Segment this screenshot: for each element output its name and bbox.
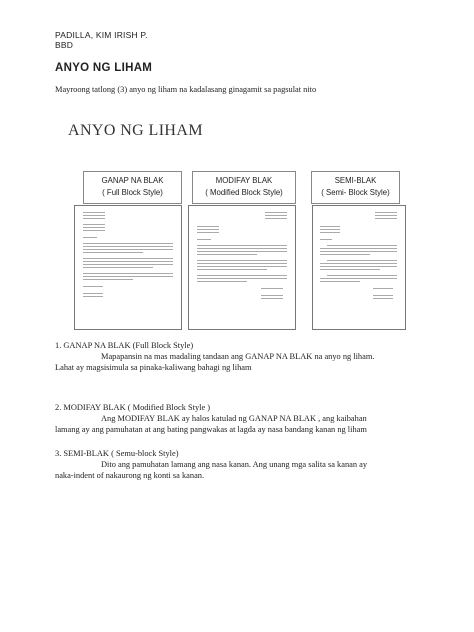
section-text: Lahat ay magsisimula sa pinaka-kaliwang bahagi ng liham xyxy=(55,363,252,372)
label-full-block xyxy=(83,171,182,204)
section-text: Ang MODIFAY BLAK ay halos katulad ng GANAP NA BLAK , ang kaibahan xyxy=(101,414,367,423)
figure-title: ANYO NG LIHAM xyxy=(68,122,203,139)
author-name: PADILLA, KIM IRISH P. xyxy=(55,30,148,40)
section-heading: 1. GANAP NA BLAK (Full Block Style) xyxy=(55,341,194,350)
author-section: BBD xyxy=(55,40,74,50)
section-text: lamang ay ang pamuhatan at ang bating pangwakas at lagda ay nasa bandang kanan ng liham xyxy=(55,425,367,434)
section-semi-block xyxy=(55,448,367,481)
section-text: naka-indent of nakaurong ng konti sa kanan. xyxy=(55,471,205,480)
author-block xyxy=(55,30,148,50)
section-heading: 3. SEMI-BLAK ( Semu-block Style) xyxy=(55,449,179,458)
label-full-block-sub: ( Full Block Style) xyxy=(102,188,163,197)
semi-block-page xyxy=(312,205,406,330)
intro-text: Mayroong tatlong (3) anyo ng liham na kadalasang ginagamit sa pagsulat nito xyxy=(55,85,317,94)
modified-block-page xyxy=(188,205,296,330)
section-full-block xyxy=(55,340,374,373)
label-semi-block xyxy=(311,171,400,204)
label-full-block-name: GANAP NA BLAK xyxy=(101,176,164,185)
section-text: Dito ang pamuhatan lamang ang nasa kanan. Ang unang mga salita sa kanan ay xyxy=(101,460,368,469)
full-block-page xyxy=(74,205,182,330)
document-title: ANYO NG LIHAM xyxy=(55,62,153,74)
section-modified-block xyxy=(55,402,367,435)
section-text: Mapapansin na mas madaling tandaan ang GANAP NA BLAK na anyo ng liham. xyxy=(101,352,375,361)
section-heading: 2. MODIFAY BLAK ( Modified Block Style ) xyxy=(55,403,211,412)
label-modified-block xyxy=(192,171,296,204)
label-modified-block-sub: ( Modified Block Style) xyxy=(205,188,283,197)
label-modified-block-name: MODIFAY BLAK xyxy=(215,176,273,185)
label-semi-block-sub: ( Semi- Block Style) xyxy=(321,188,390,197)
label-semi-block-name: SEMI-BLAK xyxy=(334,176,377,185)
